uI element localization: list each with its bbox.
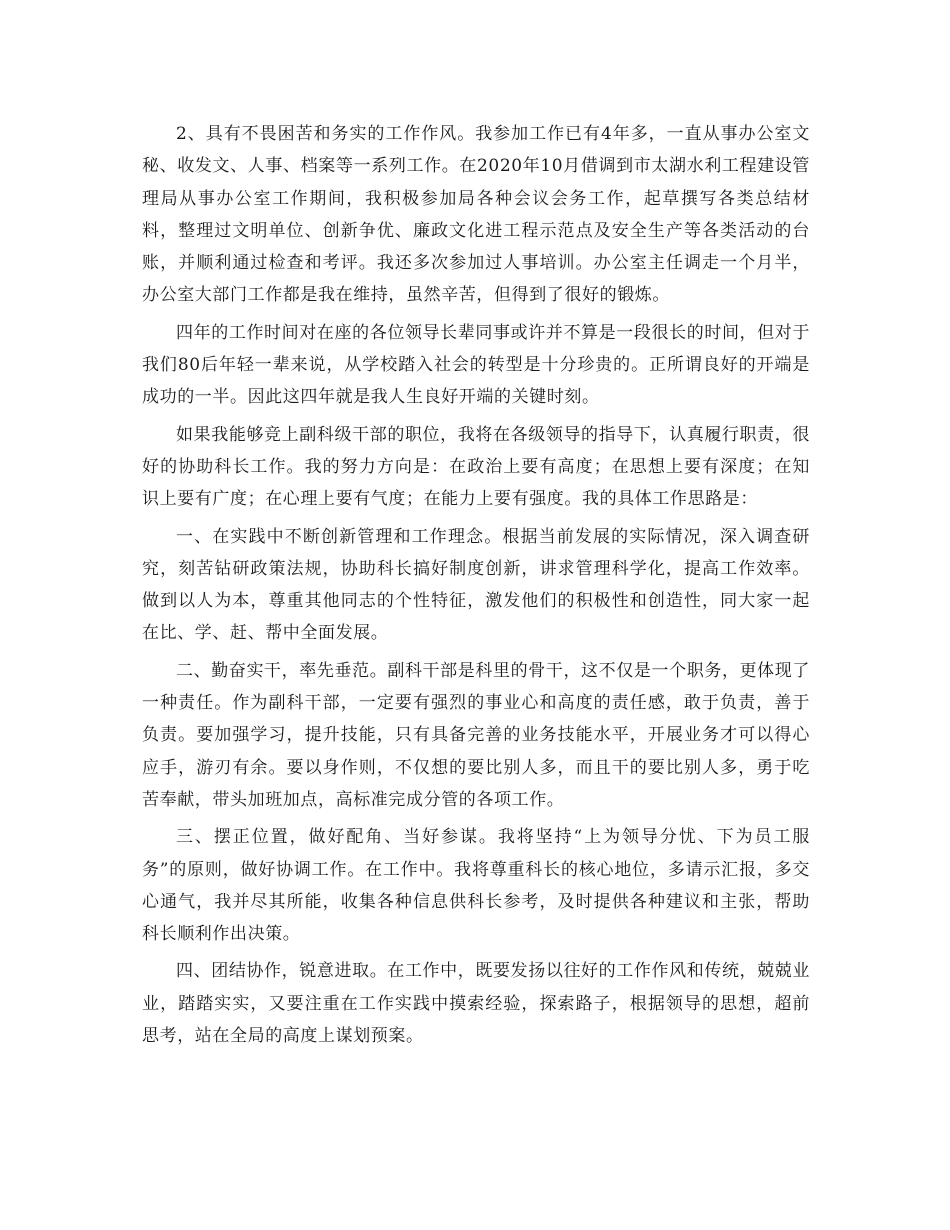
- paragraph-point-four: 四、团结协作，锐意进取。在工作中，既要发扬以往好的工作作风和传统，兢兢业业，踏踏实实，又要注重在工作实践中摸索经验，探索路子，根据领导的思想，超前思考，站在全局的高度上谋划预案。: [142, 961, 810, 1047]
- paragraph-point-two: 二、勤奋实干，率先垂范。副科干部是科里的骨干，这不仅是一个职务，更体现了一种责任。作为副科干部，一定要有强烈的事业心和高度的责任感，敢于负责，善于负责。要加强学习，提升技能，只有具备完善的业务技能水平，开展业务才可以得心应手，游刃有余。要以身作则，不仅想的要比别人多，而且干的要比别人多，勇于吃苦奉献，带头加班加点，高标准完成分管的各项工作。: [142, 660, 810, 810]
- paragraph-point-one: 一、在实践中不断创新管理和工作理念。根据当前发展的实际情况，深入调查研究，刻苦钻研政策法规，协助科长搞好制度创新，讲求管理科学化，提高工作效率。做到以人为本，尊重其他同志的个性特征，激发他们的积极性和创造性，同大家一起在比、学、赶、帮中全面发展。: [142, 526, 810, 644]
- paragraph-point-three: 三、摆正位置，做好配角、当好参谋。我将坚持“上为领导分忧、下为员工服务”的原则，做好协调工作。在工作中。我将尊重科长的核心地位，多请示汇报，多交心通气，我并尽其所能，收集各种信息供科长参考，及时提供各种建议和主张，帮助科长顺利作出决策。: [142, 827, 810, 945]
- paragraph-goals: 如果我能够竞上副科级干部的职位，我将在各级领导的指导下，认真履行职责，很好的协助科长工作。我的努力方向是：在政治上要有高度；在思想上要有深度；在知识上要有广度；在心理上要有气度；在能力上要有强度。我的具体工作思路是：: [142, 424, 810, 510]
- paragraph-work-style: 2、具有不畏困苦和务实的工作作风。我参加工作已有4年多，一直从事办公室文秘、收发文、人事、档案等一系列工作。在2020年10月借调到市太湖水利工程建设管理局从事办公室工作期间，我积极参加局各种会议会务工作，起草撰写各类总结材料，整理过文明单位、创新争优、廉政文化进工程示范点及安全生产等各类活动的台账，并顺利通过检查和考评。我还多次参加过人事培训。办公室主任调走一个月半，办公室大部门工作都是我在维持，虽然辛苦，但得到了很好的锻炼。: [142, 124, 810, 306]
- paragraph-four-years: 四年的工作时间对在座的各位领导长辈同事或许并不算是一段很长的时间，但对于我们80后年轻一辈来说，从学校踏入社会的转型是十分珍贵的。正所谓良好的开端是成功的一半。因此这四年就是我人生良好开端的关键时刻。: [142, 322, 810, 408]
